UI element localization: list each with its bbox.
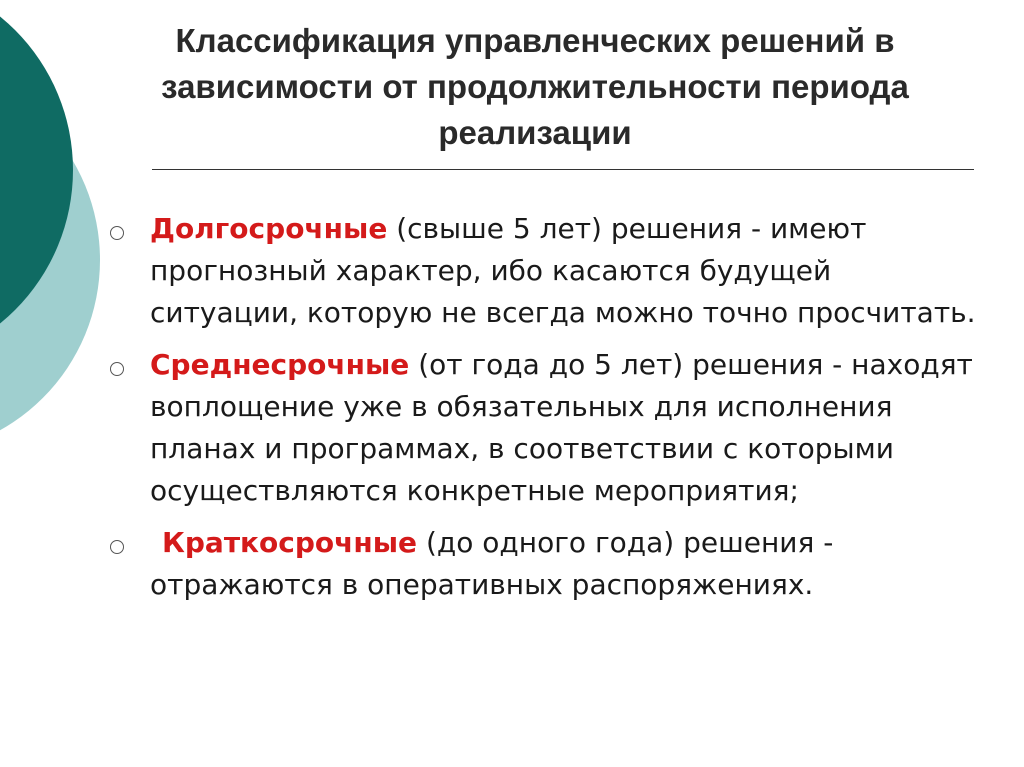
item-text-mid-term: (от года до 5 лет) решения - находят воплощение уже в обязательных для исполнения планах и программах, в соответствии с которыми осуществляются конкретные мероприятия; xyxy=(150,348,973,507)
bullet-list xyxy=(110,208,980,616)
item-text-short-term: (до одного года) решения - отражаются в оперативных распоряжениях. xyxy=(150,526,834,601)
title-divider xyxy=(152,169,974,170)
title-line-1: Классификация управленческих решений в xyxy=(175,22,895,59)
title-line-2: зависимости от продолжительности периода xyxy=(161,68,909,105)
term-short-term: Краткосрочные xyxy=(162,526,418,559)
item-text-long-term: (свыше 5 лет) решения - имеют прогнозный характер, ибо касаются будущей ситуации, которую не всегда можно точно просчитать. xyxy=(150,212,976,329)
term-long-term: Долгосрочные xyxy=(150,212,388,245)
title-line-3: реализации xyxy=(438,114,632,151)
circle-bullet-icon xyxy=(110,540,124,554)
slide-title xyxy=(70,18,1000,156)
circle-bullet-icon xyxy=(110,226,124,240)
list-item-mid-term xyxy=(110,344,980,512)
list-item-long-term xyxy=(110,208,980,334)
list-item-short-term xyxy=(110,522,980,606)
circle-bullet-icon xyxy=(110,362,124,376)
term-mid-term: Среднесрочные xyxy=(150,348,410,381)
dark-teal-circle xyxy=(0,0,73,368)
